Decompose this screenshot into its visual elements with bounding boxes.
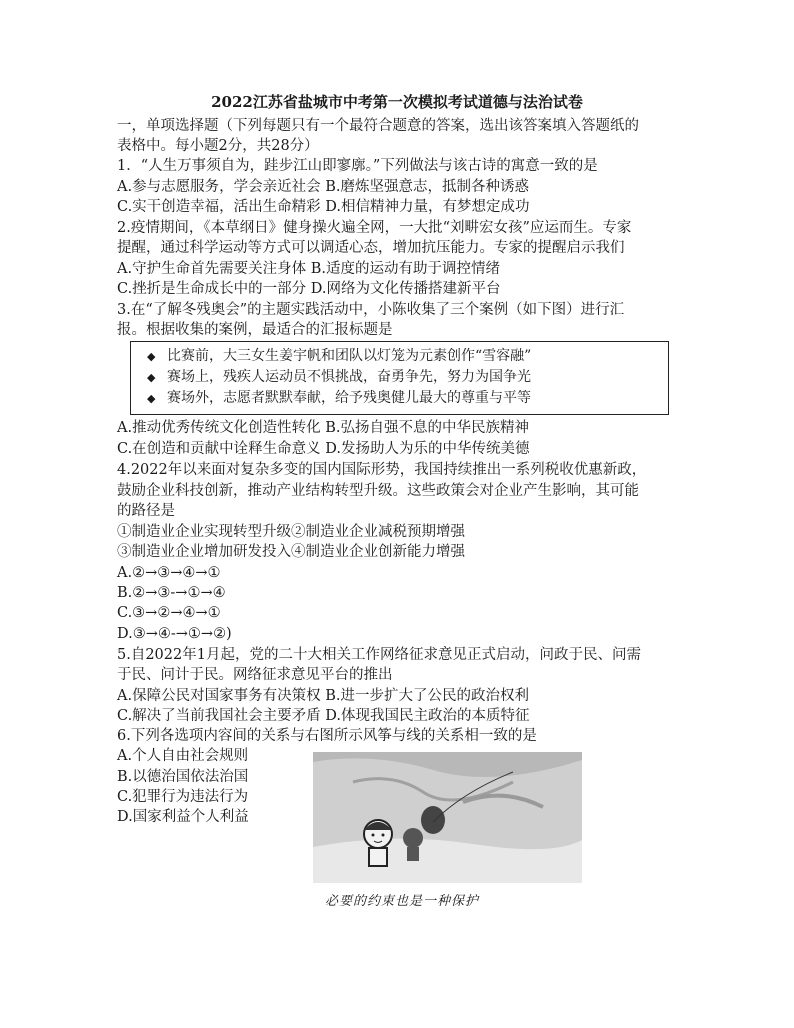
kite-cartoon-image — [313, 752, 582, 883]
q2-options-ab: A.守护生命首先需要关注身体 B.适度的运动有助于调控情绪 — [117, 261, 500, 277]
question-1: 1．“人生万事须自为，跬步江山即寥廓。”下列做法与该古诗的寓意一致的是 — [117, 158, 598, 174]
question-4-cont: 鼓励企业科技创新，推动产业结构转型升级。这些政策会对企业产生影响，其可能 — [117, 483, 639, 499]
q3-options-cd: C.在创造和贡献中诠释生命意义 D.发扬助人为乐的中华传统美德 — [117, 441, 530, 457]
q5-options-ab: A.保障公民对国家事务有决策权 B.进一步扩大了公民的政治权利 — [117, 688, 529, 704]
question-4: 4.2022年以来面对复杂多变的国内国际形势，我国持续推出一系列税收优惠新政， — [117, 462, 647, 478]
q6-option-b: B.以德治国依法治国 — [117, 769, 249, 785]
case-item: ◆ 比赛前，大三女生姜宇帆和团队以灯笼为元素创作“雪容融” — [147, 346, 531, 367]
kite-cartoon-drawing — [313, 752, 582, 883]
q6-option-c: C.犯罪行为违法行为 — [117, 789, 249, 805]
q1-options-cd: C.实干创造幸福，活出生命精彩 D.相信精神力量，有梦想定成功 — [117, 199, 530, 215]
q3-options-ab: A.推动优秀传统文化创造性转化 B.弘扬自强不息的中华民族精神 — [117, 420, 529, 436]
q4-option-b: B.②→③-→①→④ — [117, 585, 226, 601]
question-4-cont2: 的路径是 — [117, 503, 175, 519]
diamond-bullet-icon: ◆ — [147, 350, 156, 363]
exam-title: 2022江苏省盐城市中考第一次模拟考试道德与法治试卷 — [211, 93, 583, 111]
case-item: ◆ 赛场上，残疾人运动员不惧挑战，奋勇争先，努力为国争光 — [147, 367, 531, 388]
q4-statements-34: ③制造业企业增加研发投入④制造业企业创新能力增强 — [117, 544, 465, 560]
case-item: ◆ 赛场外，志愿者默默奉献，给予残奥健儿最大的尊重与平等 — [147, 388, 531, 409]
case-box — [130, 341, 669, 415]
question-6: 6.下列各选项内容间的关系与右图所示风筝与线的关系相一致的是 — [117, 728, 537, 744]
question-3: 3.在“了解冬残奥会”的主题实践活动中，小陈收集了三个案例（如下图）进行汇 — [117, 302, 625, 318]
q4-option-c: C.③→②→④→① — [117, 605, 221, 621]
diamond-bullet-icon: ◆ — [147, 392, 156, 405]
question-5: 5.自2022年1月起，党的二十大相关工作网络征求意见正式启动，问政于民、问需 — [117, 647, 641, 663]
question-2: 2.疫情期间，《本草纲日》健身操火遍全网，一大批“刘畊宏女孩”应运而生。专家 — [117, 220, 632, 236]
q6-option-a: A.个人自由社会规则 — [117, 748, 249, 764]
q6-option-d: D.国家利益个人利益 — [117, 809, 249, 825]
q4-statements-12: ①制造业企业实现转型升级②制造业企业减税预期增强 — [117, 524, 465, 540]
diamond-bullet-icon: ◆ — [147, 371, 156, 384]
section-heading-cont: 表格中。每小题2分，共28分） — [117, 138, 319, 154]
q1-options-ab: A.参与志愿服务，学会亲近社会 B.磨炼坚强意志，抵制各种诱惑 — [117, 179, 529, 195]
q4-option-d: D.③→④-→①→②) — [117, 626, 232, 642]
section-heading: 一，单项选择题（下列每题只有一个最符合题意的答案，选出该答案填入答题纸的 — [117, 118, 639, 134]
q4-option-a: A.②→③→④→① — [117, 565, 221, 581]
q2-options-cd: C.挫折是生命成长中的一部分 D.网络为文化传播搭建新平台 — [117, 281, 501, 297]
question-5-cont: 于民、问计于民。网络征求意见平台的推出 — [117, 667, 393, 683]
question-3-cont: 报。根据收集的案例，最适合的汇报标题是 — [117, 322, 393, 338]
image-caption: 必要的约束也是一种保护 — [325, 894, 480, 909]
question-2-cont: 提醒，通过科学运动等方式可以调适心态，增加抗压能力。专家的提醒启示我们 — [117, 240, 625, 256]
q5-options-cd: C.解决了当前我国社会主要矛盾 D.体现我国民主政治的本质特征 — [117, 708, 530, 724]
